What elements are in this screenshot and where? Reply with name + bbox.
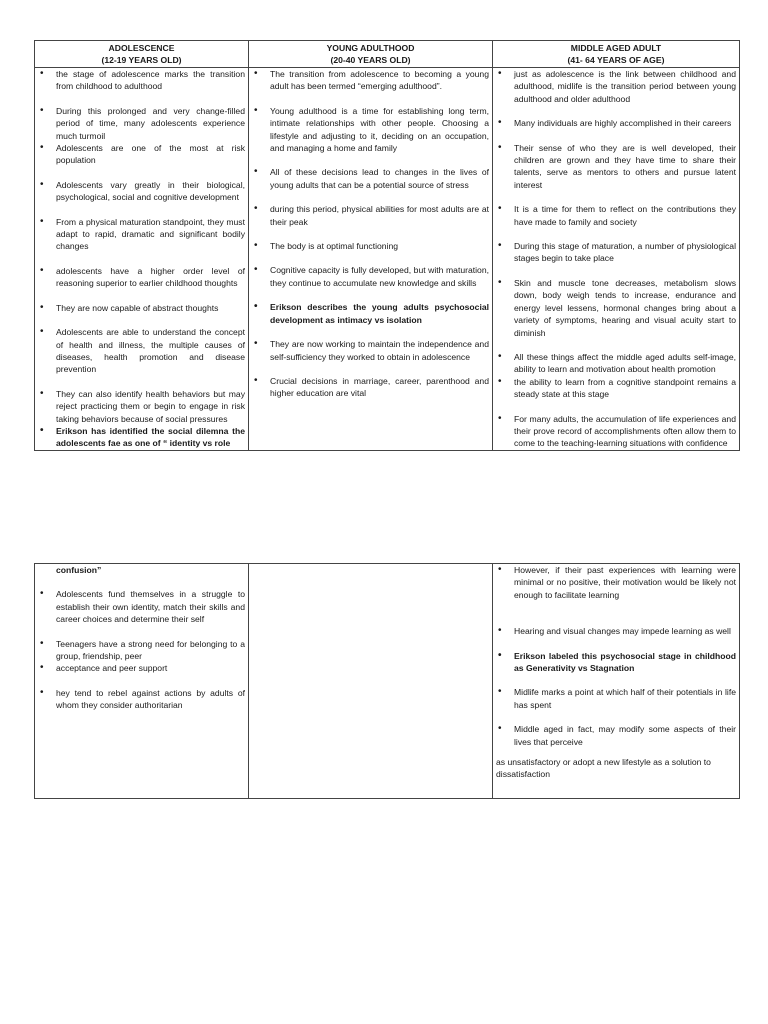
middle-aged-list xyxy=(496,68,736,450)
list-item: • Cognitive capacity is fully developed, but with maturation, they continue to accumulate new knowledge and skills xyxy=(252,264,489,289)
middle-aged-column xyxy=(493,564,740,799)
list-item: • Hearing and visual changes may impede learning as well xyxy=(496,625,736,637)
adolescence-column xyxy=(35,564,249,799)
list-item: • Adolescents are one of the most at risk population xyxy=(38,142,245,167)
list-item: • All of these decisions lead to changes in the lives of young adults that can be a potential source of stress xyxy=(252,166,489,191)
content-row xyxy=(35,564,740,799)
header-title: MIDDLE AGED ADULT xyxy=(570,43,662,53)
header-subtitle: (20-40 YEARS OLD) xyxy=(330,55,411,65)
middle-aged-column xyxy=(493,68,740,451)
list-item: • They can also identify health behaviors but may reject practicing them or begin to engage in risk taking behaviors because of social pressures xyxy=(38,388,245,425)
header-subtitle: (12-19 YEARS OLD) xyxy=(101,55,182,65)
header-title: YOUNG ADULTHOOD xyxy=(326,43,415,53)
list-item: • the stage of adolescence marks the transition from childhood to adulthood xyxy=(38,68,245,93)
list-item: • They are now working to maintain the independence and self-sufficiency they worked to obtain in adolescence xyxy=(252,338,489,363)
adolescence-list xyxy=(38,588,245,711)
adolescence-list xyxy=(38,68,245,450)
list-item: • Their sense of who they are is well developed, their children are grown and they have time to share their talents, serve as mentors to others and pursue latent interest xyxy=(496,142,736,192)
header-middle-aged xyxy=(493,41,740,68)
list-item: • Middle aged in fact, may modify some aspects of their lives that perceive xyxy=(496,723,736,748)
header-adolescence xyxy=(35,41,249,68)
list-item: • However, if their past experiences with learning were minimal or no positive, their motivation would be likely not enough to facilitate learning xyxy=(496,564,736,601)
continued-text: as unsatisfactory or adopt a new lifestyle as a solution to dissatisfaction xyxy=(496,757,711,780)
header-young-adulthood xyxy=(249,41,493,68)
list-item: • Erikson has identified the social dilemna the adolescents fae as one of “ identity vs role xyxy=(38,425,245,450)
middle-aged-list xyxy=(496,564,736,748)
list-item: • Crucial decisions in marriage, career, parenthood and higher education are vital xyxy=(252,375,489,400)
list-item: • For many adults, the accumulation of life experiences and their prove record of accomplishments often allow them to come to the teaching-learning situations with confidence xyxy=(496,413,736,450)
list-item: • During this stage of maturation, a number of physiological stages begin to take place xyxy=(496,240,736,265)
list-item: • The body is at optimal functioning xyxy=(252,240,489,252)
list-item: • Young adulthood is a time for establishing long term, intimate relationships with other people. Choosing a lifestyle and adjusting to it, deciding on an occupation, and managing a home and family xyxy=(252,105,489,155)
list-item: • The transition from adolescence to becoming a young adult has been termed “emerging adulthood”. xyxy=(252,68,489,93)
content-row xyxy=(35,68,740,451)
list-item: • They are now capable of abstract thoughts xyxy=(38,302,245,314)
list-item: • During this prolonged and very change-filled period of time, many adolescents experience much turmoil xyxy=(38,105,245,142)
list-item: • Adolescents are able to understand the concept of health and illness, the multiple causes of diseases, health promotion and disease prevention xyxy=(38,326,245,376)
development-stages-table xyxy=(34,40,740,451)
list-item: • Teenagers have a strong need for belonging to a group, friendship, peer xyxy=(38,638,245,663)
list-item: • acceptance and peer support xyxy=(38,662,245,674)
adolescence-column xyxy=(35,68,249,451)
header-title: ADOLESCENCE xyxy=(108,43,175,53)
list-item: • adolescents have a higher order level of reasoning superior to earlier childhood thoughts xyxy=(38,265,245,290)
development-stages-table-continued xyxy=(34,563,740,799)
list-item: • hey tend to rebel against actions by adults of whom they consider authoritarian xyxy=(38,687,245,712)
list-item: • Many individuals are highly accomplished in their careers xyxy=(496,117,736,129)
list-item: • All these things affect the middle aged adults self-image, ability to learn and motivation about health promotion xyxy=(496,351,736,376)
list-item: • during this period, physical abilities for most adults are at their peak xyxy=(252,203,489,228)
list-item: • Midlife marks a point at which half of their potentials in life has spent xyxy=(496,686,736,711)
young-adulthood-list xyxy=(252,68,489,400)
header-row xyxy=(35,41,740,68)
list-item: • From a physical maturation standpoint, they must adapt to rapid, dramatic and significant bodily changes xyxy=(38,216,245,253)
list-item: • Erikson describes the young adults psychosocial development as intimacy vs isolation xyxy=(252,301,489,326)
list-item: • the ability to learn from a cognitive standpoint remains a steady state at this stage xyxy=(496,376,736,401)
young-adulthood-column xyxy=(249,68,493,451)
list-item: • Erikson labeled this psychosocial stage in childhood as Generativity vs Stagnation xyxy=(496,650,736,675)
list-item: • Adolescents vary greatly in their biological, psychological, social and cognitive development xyxy=(38,179,245,204)
continued-text: confusion” xyxy=(56,565,102,575)
list-item: • Adolescents fund themselves in a struggle to establish their own identity, match their skills and career choices and determine their self xyxy=(38,588,245,625)
list-item: • Skin and muscle tone decreases, metabolism slows down, body weigh tends to increase, endurance and energy level lessens, hormonal changes bring about a variety of symptoms, hearing and visual acuity start to diminish xyxy=(496,277,736,339)
list-item: • just as adolescence is the link between childhood and adulthood, midlife is the transition period between young adulthood and older adulthood xyxy=(496,68,736,105)
list-item: • It is a time for them to reflect on the contributions they have made to family and society xyxy=(496,203,736,228)
header-subtitle: (41- 64 YEARS OF AGE) xyxy=(567,55,665,65)
young-adulthood-column xyxy=(249,564,493,799)
